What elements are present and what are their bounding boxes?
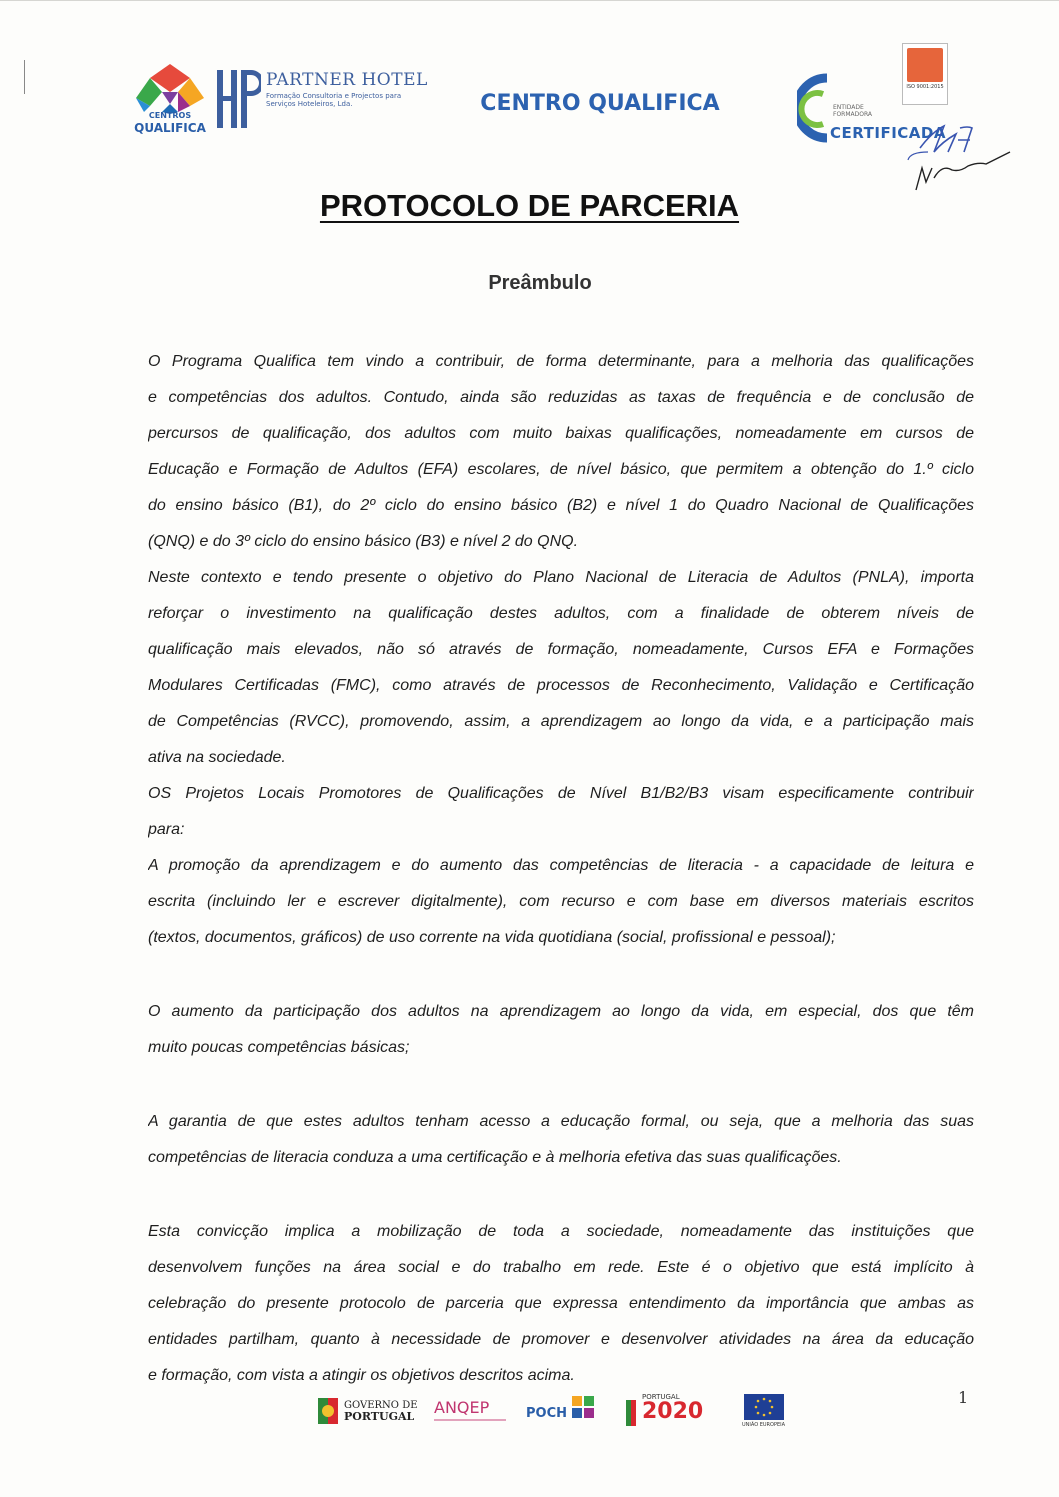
paragraph-gap <box>148 1176 974 1214</box>
paragraph <box>148 1214 974 1394</box>
section-heading-preambulo: Preâmbulo <box>488 272 592 294</box>
text-line: O Programa Qualifica tem vindo a contribuir, de forma determinante, para a melhoria das qualificações <box>148 353 974 370</box>
text-line: Neste contexto e tendo presente o objetivo do Plano Nacional de Literacia de Adultos (PNLA), importa <box>148 569 974 586</box>
scan-mark-left <box>24 60 25 94</box>
text-line: A promoção da aprendizagem e do aumento das competências de literacia - a capacidade de leitura e <box>148 857 974 874</box>
text-line: reforçar o investimento na qualificação destes adultos, com a finalidade de obterem níveis de <box>148 605 974 622</box>
text-line: entidades partilham, quanto à necessidade de promover e desenvolver atividades na área da educação <box>148 1331 974 1348</box>
text-line: do ensino básico (B1), do 2º ciclo do ensino básico (B2) e nível 1 do Quadro Nacional de Qualificações <box>148 497 974 514</box>
body-text <box>148 344 974 1394</box>
paragraph-gap <box>148 956 974 994</box>
portugal2020-emblem-icon <box>624 1398 638 1428</box>
certification-word: CERTIFICADA <box>830 124 946 142</box>
certification-label: ENTIDADE FORMADORA <box>833 104 872 118</box>
anqep-logo-subtitle-lines <box>434 1419 506 1433</box>
governo-portugal-emblem-icon <box>316 1396 340 1426</box>
text-line: e competências dos adultos. Contudo, ainda são reduzidas as taxas de frequência e de conclusão de <box>148 389 974 406</box>
text-line: percursos de qualificação, dos adultos com muito baixas qualificações, nomeadamente em cursos de <box>148 425 974 442</box>
text-line: para: <box>148 821 185 838</box>
text-line: Educação e Formação de Adultos (EFA) escolares, de nível básico, que permitem a obtenção do 1.º ciclo <box>148 461 974 478</box>
iso-badge-seal-icon <box>907 48 943 82</box>
text-line: e formação, com vista a atingir os objetivos descritos acima. <box>148 1367 575 1384</box>
text-line: Esta convicção implica a mobilização de toda a sociedade, nomeadamente das instituições que <box>148 1223 974 1240</box>
iso-badge <box>902 43 948 105</box>
text-line: OS Projetos Locais Promotores de Qualificações de Nível B1/B2/B3 visam especificamente contribuir <box>148 785 974 802</box>
iso-badge-text: ISO 9001:2015 <box>906 84 944 90</box>
paragraph <box>148 848 974 956</box>
handwritten-signature <box>898 112 1016 198</box>
text-line: competências de literacia conduza a uma certificação e à melhoria efetiva das suas qualificações. <box>148 1149 842 1166</box>
governo-portugal-logo-text: GOVERNO DE PORTUGAL <box>344 1400 418 1423</box>
funding-logos-footer <box>316 1392 796 1436</box>
paragraph <box>148 1104 974 1176</box>
text-line: (QNQ) e do 3º ciclo do ensino básico (B3) e nível 2 do QNQ. <box>148 533 579 550</box>
text-line: muito poucas competências básicas; <box>148 1039 410 1056</box>
text-line: celebração do presente protocolo de parceria que expressa entendimento da importância que ambas as <box>148 1295 974 1312</box>
poch-logo: POCH <box>526 1406 567 1421</box>
paragraph-gap <box>148 1066 974 1104</box>
text-line: Modulares Certificadas (FMC), como através de processos de Reconhecimento, Validação e Certificação <box>148 677 974 694</box>
document-title: PROTOCOLO DE PARCERIA <box>319 188 740 223</box>
text-line: A garantia de que estes adultos tenham acesso a educação formal, ou seja, que a melhoria das suas <box>148 1113 974 1130</box>
eu-flag-icon <box>744 1394 784 1420</box>
text-line: de Competências (RVCC), promovendo, assim, a aprendizagem ao longo da vida, e a participação mais <box>148 713 974 730</box>
poch-mosaic-icon <box>570 1394 598 1424</box>
text-line: O aumento da participação dos adultos na aprendizagem ao longo da vida, em especial, dos que têm <box>148 1003 974 1020</box>
header-title: CENTRO QUALIFICA <box>480 91 720 116</box>
paragraph <box>148 994 974 1066</box>
text-line: ativa na sociedade. <box>148 749 286 766</box>
paragraph <box>148 776 974 848</box>
centros-qualifica-logo-text: CENTROS QUALIFICA <box>134 111 206 135</box>
text-line: desenvolvem funções na área social e do trabalho em rede. Este é o objetivo que está implícito à <box>148 1259 974 1276</box>
paragraph <box>148 344 974 560</box>
text-line: qualificação mais elevados, não só através de formação, nomeadamente, Cursos EFA e Formações <box>148 641 974 658</box>
paragraph <box>148 560 974 776</box>
page-number: 1 <box>958 1388 969 1407</box>
partner-hotel-name: PARTNER HOTEL <box>266 70 428 90</box>
text-line: (textos, documentos, gráficos) de uso corrente na vida quotidiana (social, profissional e pessoal); <box>148 929 836 946</box>
text-line: escrita (incluindo ler e escrever digitalmente), com recurso e com base em diversos materiais escritos <box>148 893 974 910</box>
portugal2020-logo: PORTUGAL 2020 <box>642 1393 704 1424</box>
eu-logo-text: UNIÃO EUROPEIA <box>742 1422 786 1428</box>
partner-hotel-logo-icon <box>213 66 261 132</box>
partner-hotel-subtitle: Formação Consultoria e Projectos para Serviços Hoteleiros, Lda. <box>266 92 402 108</box>
anqep-logo: ANQEP <box>434 1398 490 1417</box>
